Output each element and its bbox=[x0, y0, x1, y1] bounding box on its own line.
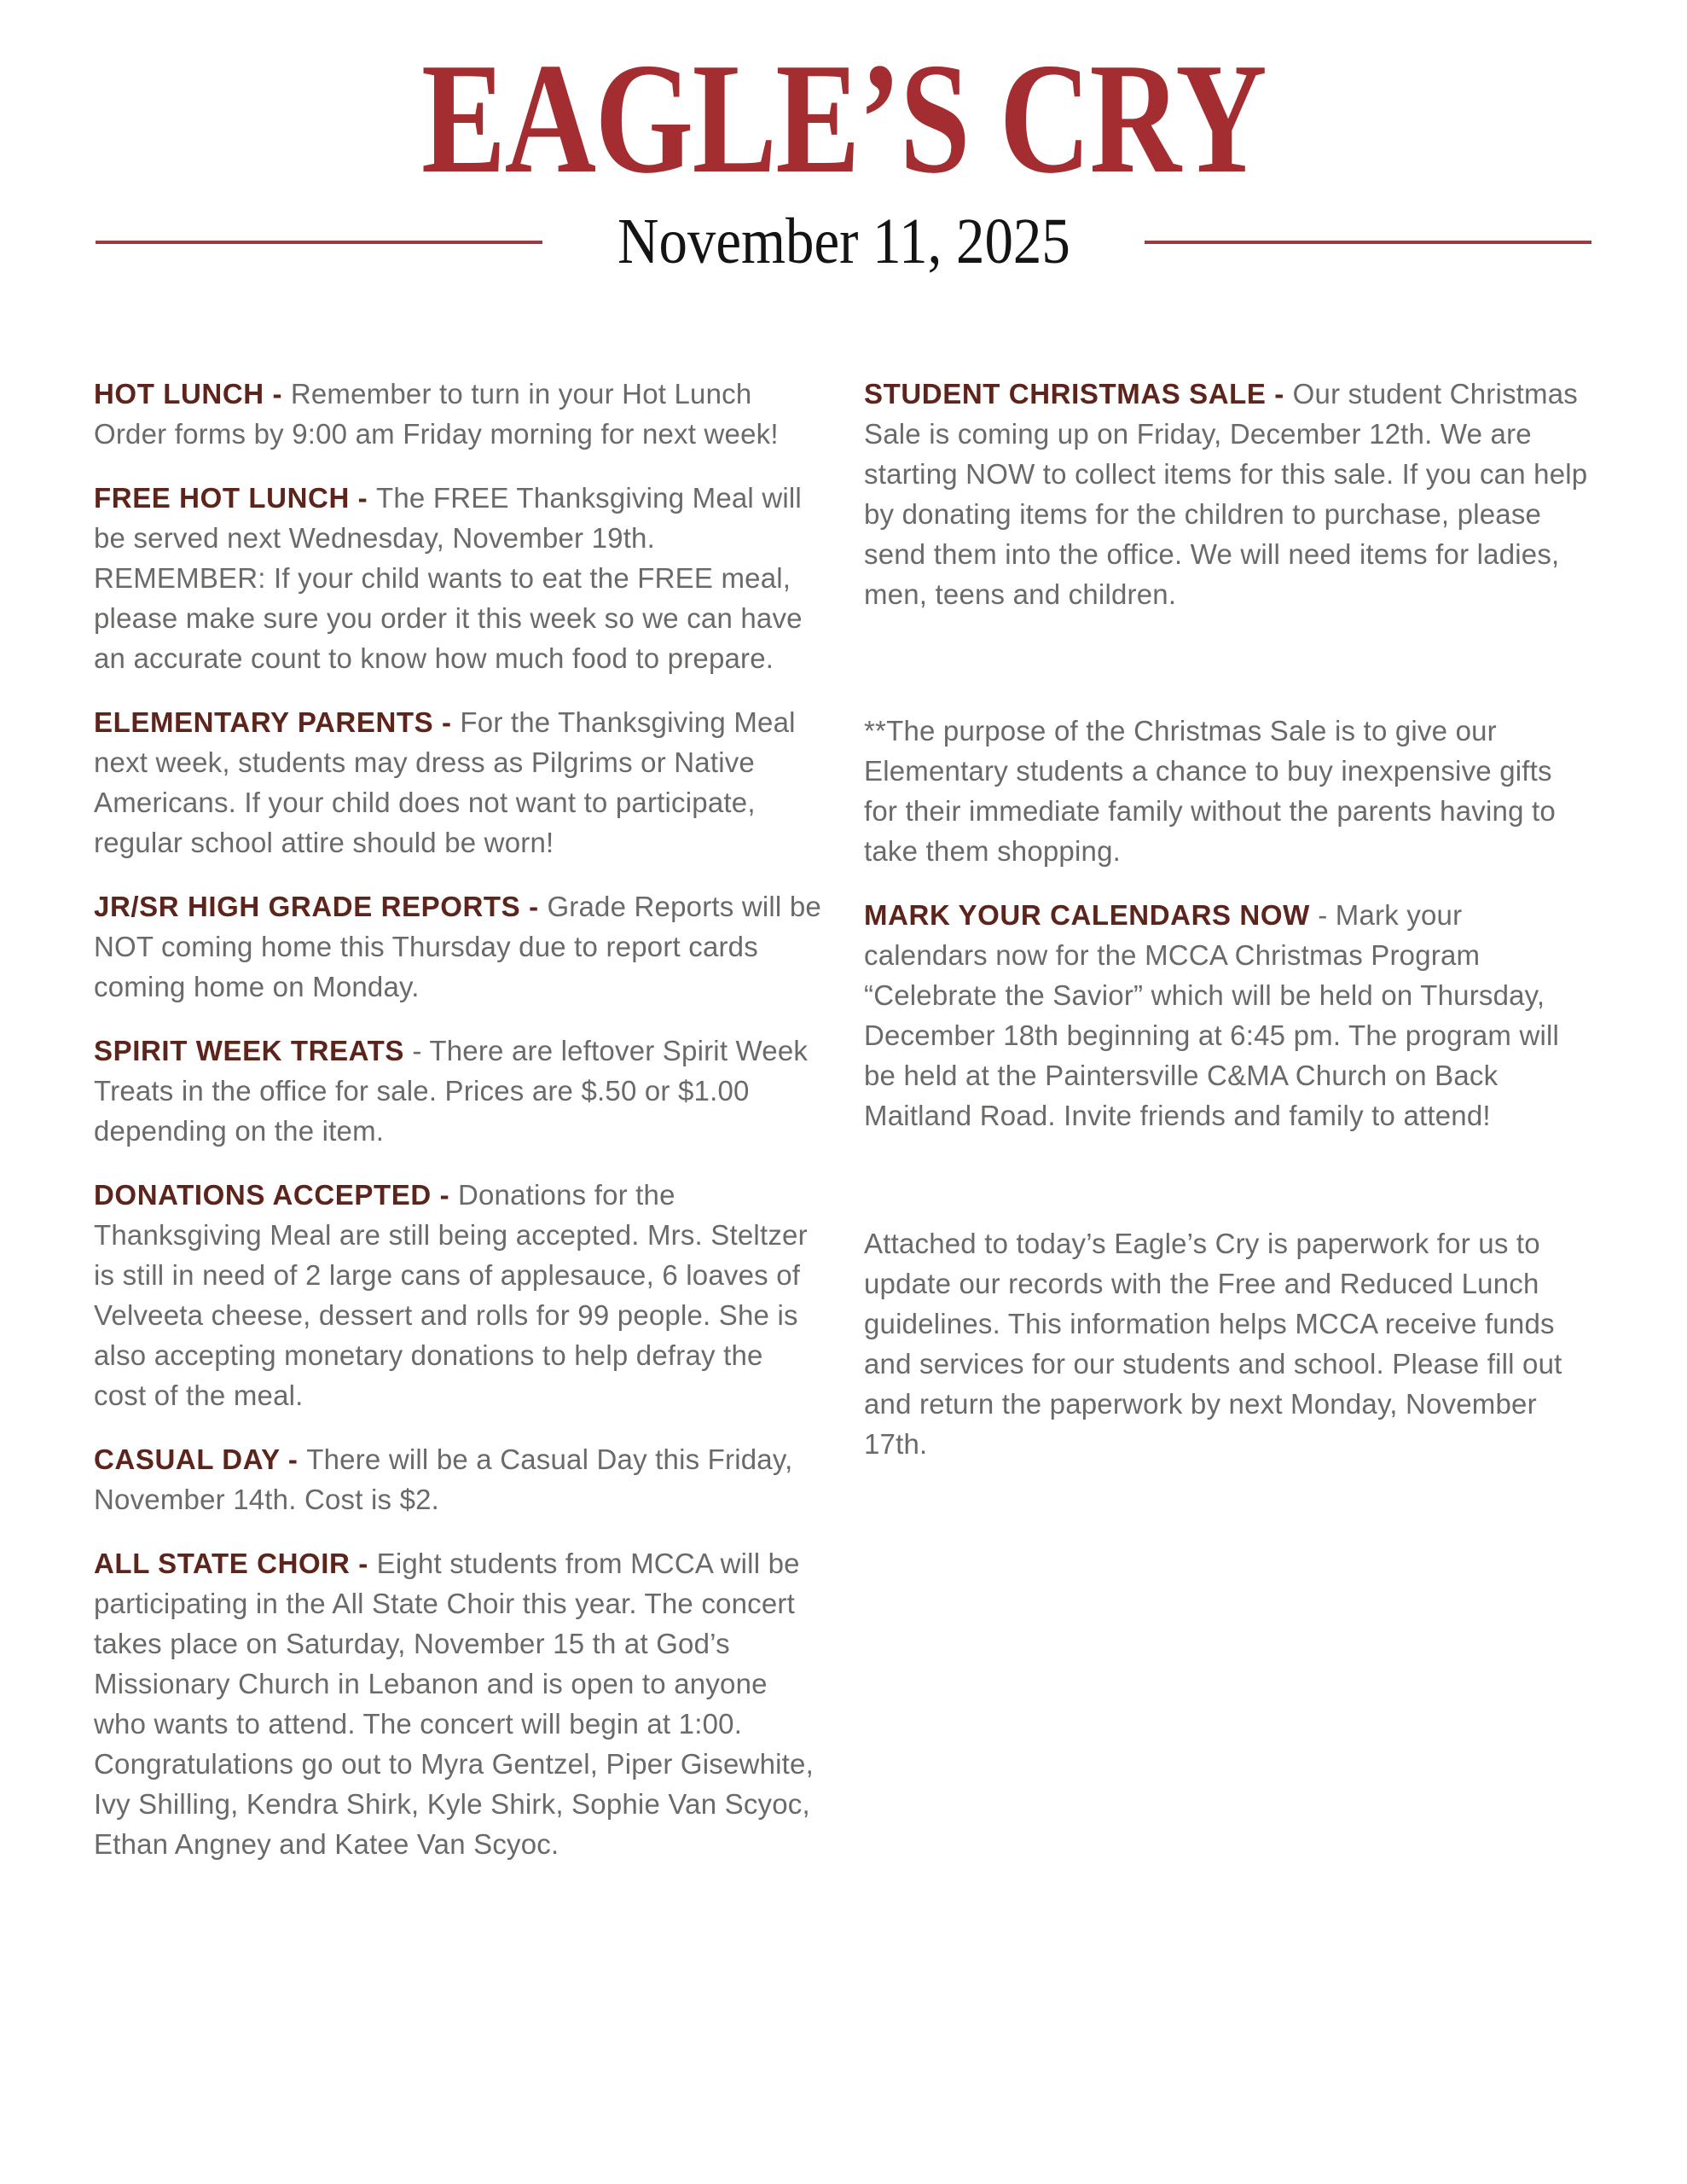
section-heading: CASUAL DAY - bbox=[94, 1443, 307, 1475]
section-elementary-parents bbox=[94, 702, 823, 863]
section-hot-lunch bbox=[94, 374, 823, 454]
section-body: **The purpose of the Christmas Sale is to give our Elementary students a chance to buy inexpensive gifts for their immediate family without the parents having to take them shopping. bbox=[864, 714, 1556, 867]
section-lunch-paperwork bbox=[864, 1223, 1593, 1464]
section-donations-accepted bbox=[94, 1175, 823, 1415]
vertical-spacer bbox=[864, 638, 1593, 711]
section-heading: STUDENT CHRISTMAS SALE - bbox=[864, 377, 1293, 410]
date-rule-left bbox=[96, 241, 542, 244]
section-free-hot-lunch bbox=[94, 478, 823, 678]
section-heading: ALL STATE CHOIR - bbox=[94, 1547, 377, 1579]
section-christmas-sale-purpose bbox=[864, 711, 1593, 871]
section-body: Grade Reports will be NOT coming home this Thursday due to report cards coming home on Monday. bbox=[94, 890, 821, 1002]
section-heading: JR/SR HIGH GRADE REPORTS - bbox=[94, 890, 548, 922]
section-body: Remember to turn in your Hot Lunch Order forms by 9:00 am Friday morning for next week! bbox=[94, 377, 779, 450]
section-body: - There are leftover Spirit Week Treats in the office for sale. Prices are $.50 or $1.00 depending on the item. bbox=[94, 1034, 809, 1147]
section-body: There will be a Casual Day this Friday, November 14th. Cost is $2. bbox=[94, 1443, 793, 1515]
section-all-state-choir bbox=[94, 1543, 823, 1864]
column-right bbox=[864, 374, 1593, 1888]
newsletter-title: EAGLE’S CRY bbox=[421, 31, 1266, 206]
section-body: - Mark your calendars now for the MCCA Christmas Program “Celebrate the Savior” which will be held on Thursday, December 18th beginning at 6:45 pm. The program will be held at the Paintersville C&MA Church on Back Maitland Road. Invite friends and family to attend! bbox=[864, 898, 1560, 1131]
masthead bbox=[0, 0, 1687, 278]
section-body: Donations for the Thanksgiving Meal are still being accepted. Mrs. Steltzer is still in need of 2 large cans of applesauce, 6 loaves of Velveeta cheese, dessert and rolls for 99 people. She is also accepting monetary donations to help defray the cost of the meal. bbox=[94, 1178, 808, 1411]
section-grade-reports bbox=[94, 886, 823, 1007]
newsletter-date: November 11, 2025 bbox=[617, 206, 1070, 277]
section-body: Our student Christmas Sale is coming up on Friday, December 12th. We are starting NOW to collect items for this sale. If you can help by donating items for the children to purchase, please send them into the office. We will need items for ladies, men, teens and children. bbox=[864, 377, 1588, 610]
section-heading: HOT LUNCH - bbox=[94, 377, 291, 410]
section-heading: SPIRIT WEEK TREATS bbox=[94, 1034, 405, 1066]
date-row bbox=[0, 206, 1687, 278]
section-casual-day bbox=[94, 1439, 823, 1519]
section-body: Attached to today’s Eagle’s Cry is paperwork for us to update our records with the Free and Reduced Lunch guidelines. This information helps MCCA receive funds and services for our students and school. Please fill out and return the paperwork by next Monday, November 17th. bbox=[864, 1227, 1562, 1460]
section-mark-your-calendars bbox=[864, 895, 1593, 1136]
section-heading: ELEMENTARY PARENTS - bbox=[94, 706, 461, 738]
section-heading: MARK YOUR CALENDARS NOW bbox=[864, 898, 1310, 931]
column-left bbox=[94, 374, 823, 1888]
section-heading: FREE HOT LUNCH - bbox=[94, 481, 377, 514]
section-body: The FREE Thanksgiving Meal will be served next Wednesday, November 19th. REMEMBER: If your child wants to eat the FREE meal, please make sure you order it this week so we can have an accurate count to know how much food to prepare. bbox=[94, 481, 803, 674]
section-heading: DONATIONS ACCEPTED - bbox=[94, 1178, 458, 1211]
section-spirit-week-treats bbox=[94, 1031, 823, 1151]
vertical-spacer bbox=[864, 1159, 1593, 1223]
section-student-christmas-sale bbox=[864, 374, 1593, 614]
columns bbox=[0, 374, 1687, 1888]
section-body: For the Thanksgiving Meal next week, students may dress as Pilgrims or Native Americans. If your child does not want to participate, regular school attire should be worn! bbox=[94, 706, 796, 858]
date-rule-right bbox=[1145, 241, 1591, 244]
section-body: Eight students from MCCA will be participating in the All State Choir this year. The concert takes place on Saturday, November 15 th at God’s Missionary Church in Lebanon and is open to anyone who wants to attend. The concert will begin at 1:00. Congratulations go out to Myra Gentzel, Piper Gisewhite, Ivy Shilling, Kendra Shirk, Kyle Shirk, Sophie Van Scyoc, Ethan Angney and Katee Van Scyoc. bbox=[94, 1547, 814, 1860]
